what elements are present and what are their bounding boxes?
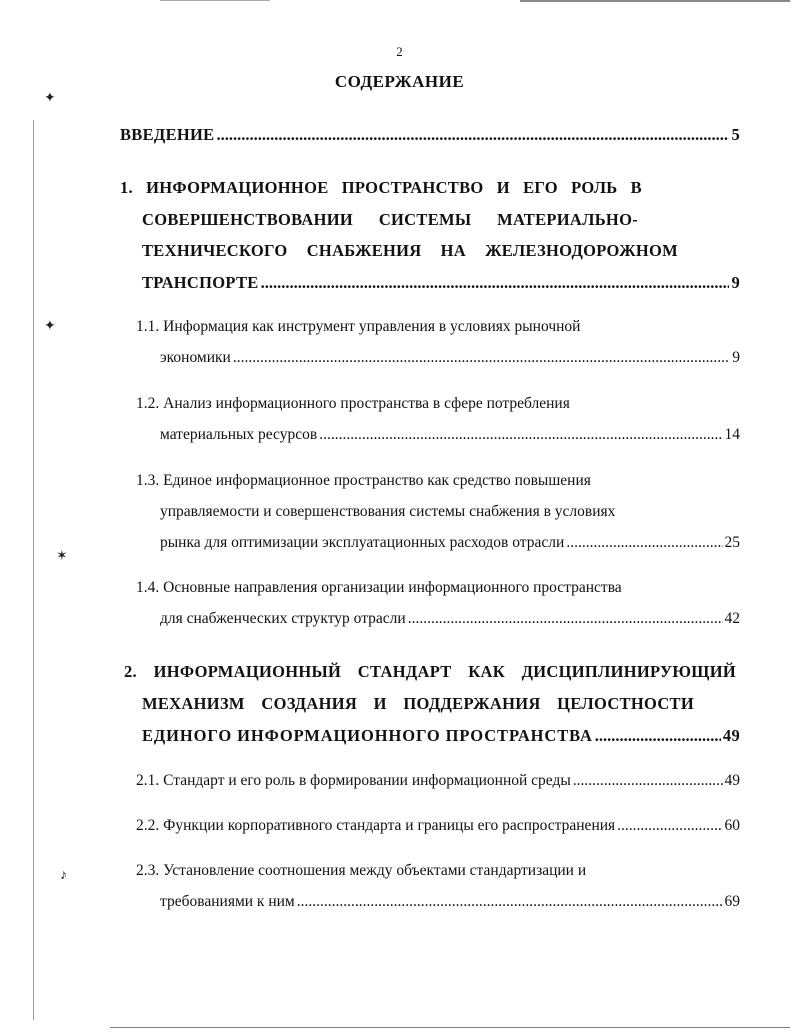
toc-entry-label: 2.1. Стандарт и его роль в формировании информационной среды (136, 772, 571, 789)
toc-page-number: 42 (724, 610, 740, 627)
leader-dots (319, 426, 722, 444)
section-1-3-line2: управляемости и совершенствования системы снабжения в условиях (160, 503, 616, 520)
chapter2-line2: МЕХАНИЗМ СОЗДАНИЯ И ПОДДЕРЖАНИЯ ЦЕЛОСТНОСТИ (142, 694, 694, 713)
leader-dots (566, 534, 722, 552)
leader-dots (297, 893, 723, 911)
page-number: 2 (396, 44, 403, 59)
scan-mark-3: ✶ (56, 549, 68, 564)
toc-entry-label: рынка для оптимизации эксплуатационных расходов отрасли (160, 534, 565, 551)
leader-dots (216, 125, 729, 145)
toc-page-number: 69 (724, 893, 740, 910)
leader-dots (233, 349, 730, 367)
toc-entry-intro[interactable] (120, 125, 740, 145)
scan-mark-1: ✦ (44, 91, 56, 106)
toc-entry-1-2[interactable] (160, 426, 740, 444)
toc-entry-label: для снабженческих структур отрасли (160, 610, 406, 627)
scan-edge-top-left (160, 0, 270, 1)
leader-dots (408, 610, 723, 628)
scan-edge-left (33, 120, 34, 1020)
toc-page-number: 25 (724, 534, 740, 551)
scan-edge-top (520, 0, 790, 2)
page-title: СОДЕРЖАНИЕ (334, 72, 465, 91)
toc-entry-label: 2.2. Функции корпоративного стандарта и границы его распространения (136, 817, 616, 834)
chapter1-line2: СОВЕРШЕНСТВОВАНИИ СИСТЕМЫ МАТЕРИАЛЬНО- (142, 210, 638, 229)
section-2-3-line1: 2.3. Установление соотношения между объектами стандартизации и (136, 862, 587, 879)
section-1-4-line1: 1.4. Основные направления организации информационного пространства (136, 579, 622, 596)
toc-page-number: 9 (731, 273, 740, 292)
toc-page-number: 9 (732, 349, 740, 366)
toc-entry-label: экономики (160, 349, 231, 366)
leader-dots (261, 273, 730, 293)
chapter1-line3: ТЕХНИЧЕСКОГО СНАБЖЕНИЯ НА ЖЕЛЕЗНОДОРОЖНОМ (142, 241, 678, 260)
section-1-1-line1: 1.1. Информация как инструмент управления в условиях рыночной (136, 318, 581, 335)
toc-page-number: 14 (724, 426, 740, 443)
toc-entry-1-4[interactable] (160, 610, 740, 628)
leader-dots (617, 817, 722, 835)
section-1-2-line1: 1.2. Анализ информационного пространства в сфере потребления (136, 395, 570, 412)
chapter2-line1: 2. ИНФОРМАЦИОННЫЙ СТАНДАРТ КАК ДИСЦИПЛИНИРУЮЩИЙ (124, 662, 736, 681)
toc-entry-label: материальных ресурсов (160, 426, 318, 443)
toc-entry-1-3[interactable] (160, 534, 740, 552)
section-1-3-line1: 1.3. Единое информационное пространство как средство повышения (136, 472, 591, 489)
toc-entry-label: ВВЕДЕНИЕ (120, 125, 215, 144)
scan-mark-2: ✦ (44, 319, 56, 334)
chapter1-line1: 1. ИНФОРМАЦИОННОЕ ПРОСТРАНСТВО И ЕГО РОЛЬ В (120, 178, 642, 197)
toc-page-number: 5 (731, 125, 740, 144)
scan-edge-bottom (110, 1027, 790, 1028)
toc-page-number: 49 (724, 772, 740, 789)
toc-page-number: 49 (722, 726, 740, 745)
toc-entry-label: ТРАНСПОРТЕ (142, 273, 259, 292)
leader-dots (573, 772, 723, 790)
toc-entry-2-3[interactable] (160, 893, 740, 911)
leader-dots (595, 726, 721, 746)
toc-entry-2-1[interactable] (136, 772, 740, 790)
toc-entry-chapter1[interactable] (142, 273, 740, 293)
toc-entry-1-1[interactable] (160, 349, 740, 367)
toc-entry-2-2[interactable] (136, 817, 740, 835)
toc-entry-label: требованиями к ним (160, 893, 295, 910)
scan-mark-4: ♪ (60, 868, 67, 883)
toc-page-number: 60 (724, 817, 740, 834)
toc-entry-label: ЕДИНОГО ИНФОРМАЦИОННОГО ПРОСТРАНСТВА (142, 726, 593, 745)
toc-entry-chapter2[interactable] (142, 726, 740, 746)
